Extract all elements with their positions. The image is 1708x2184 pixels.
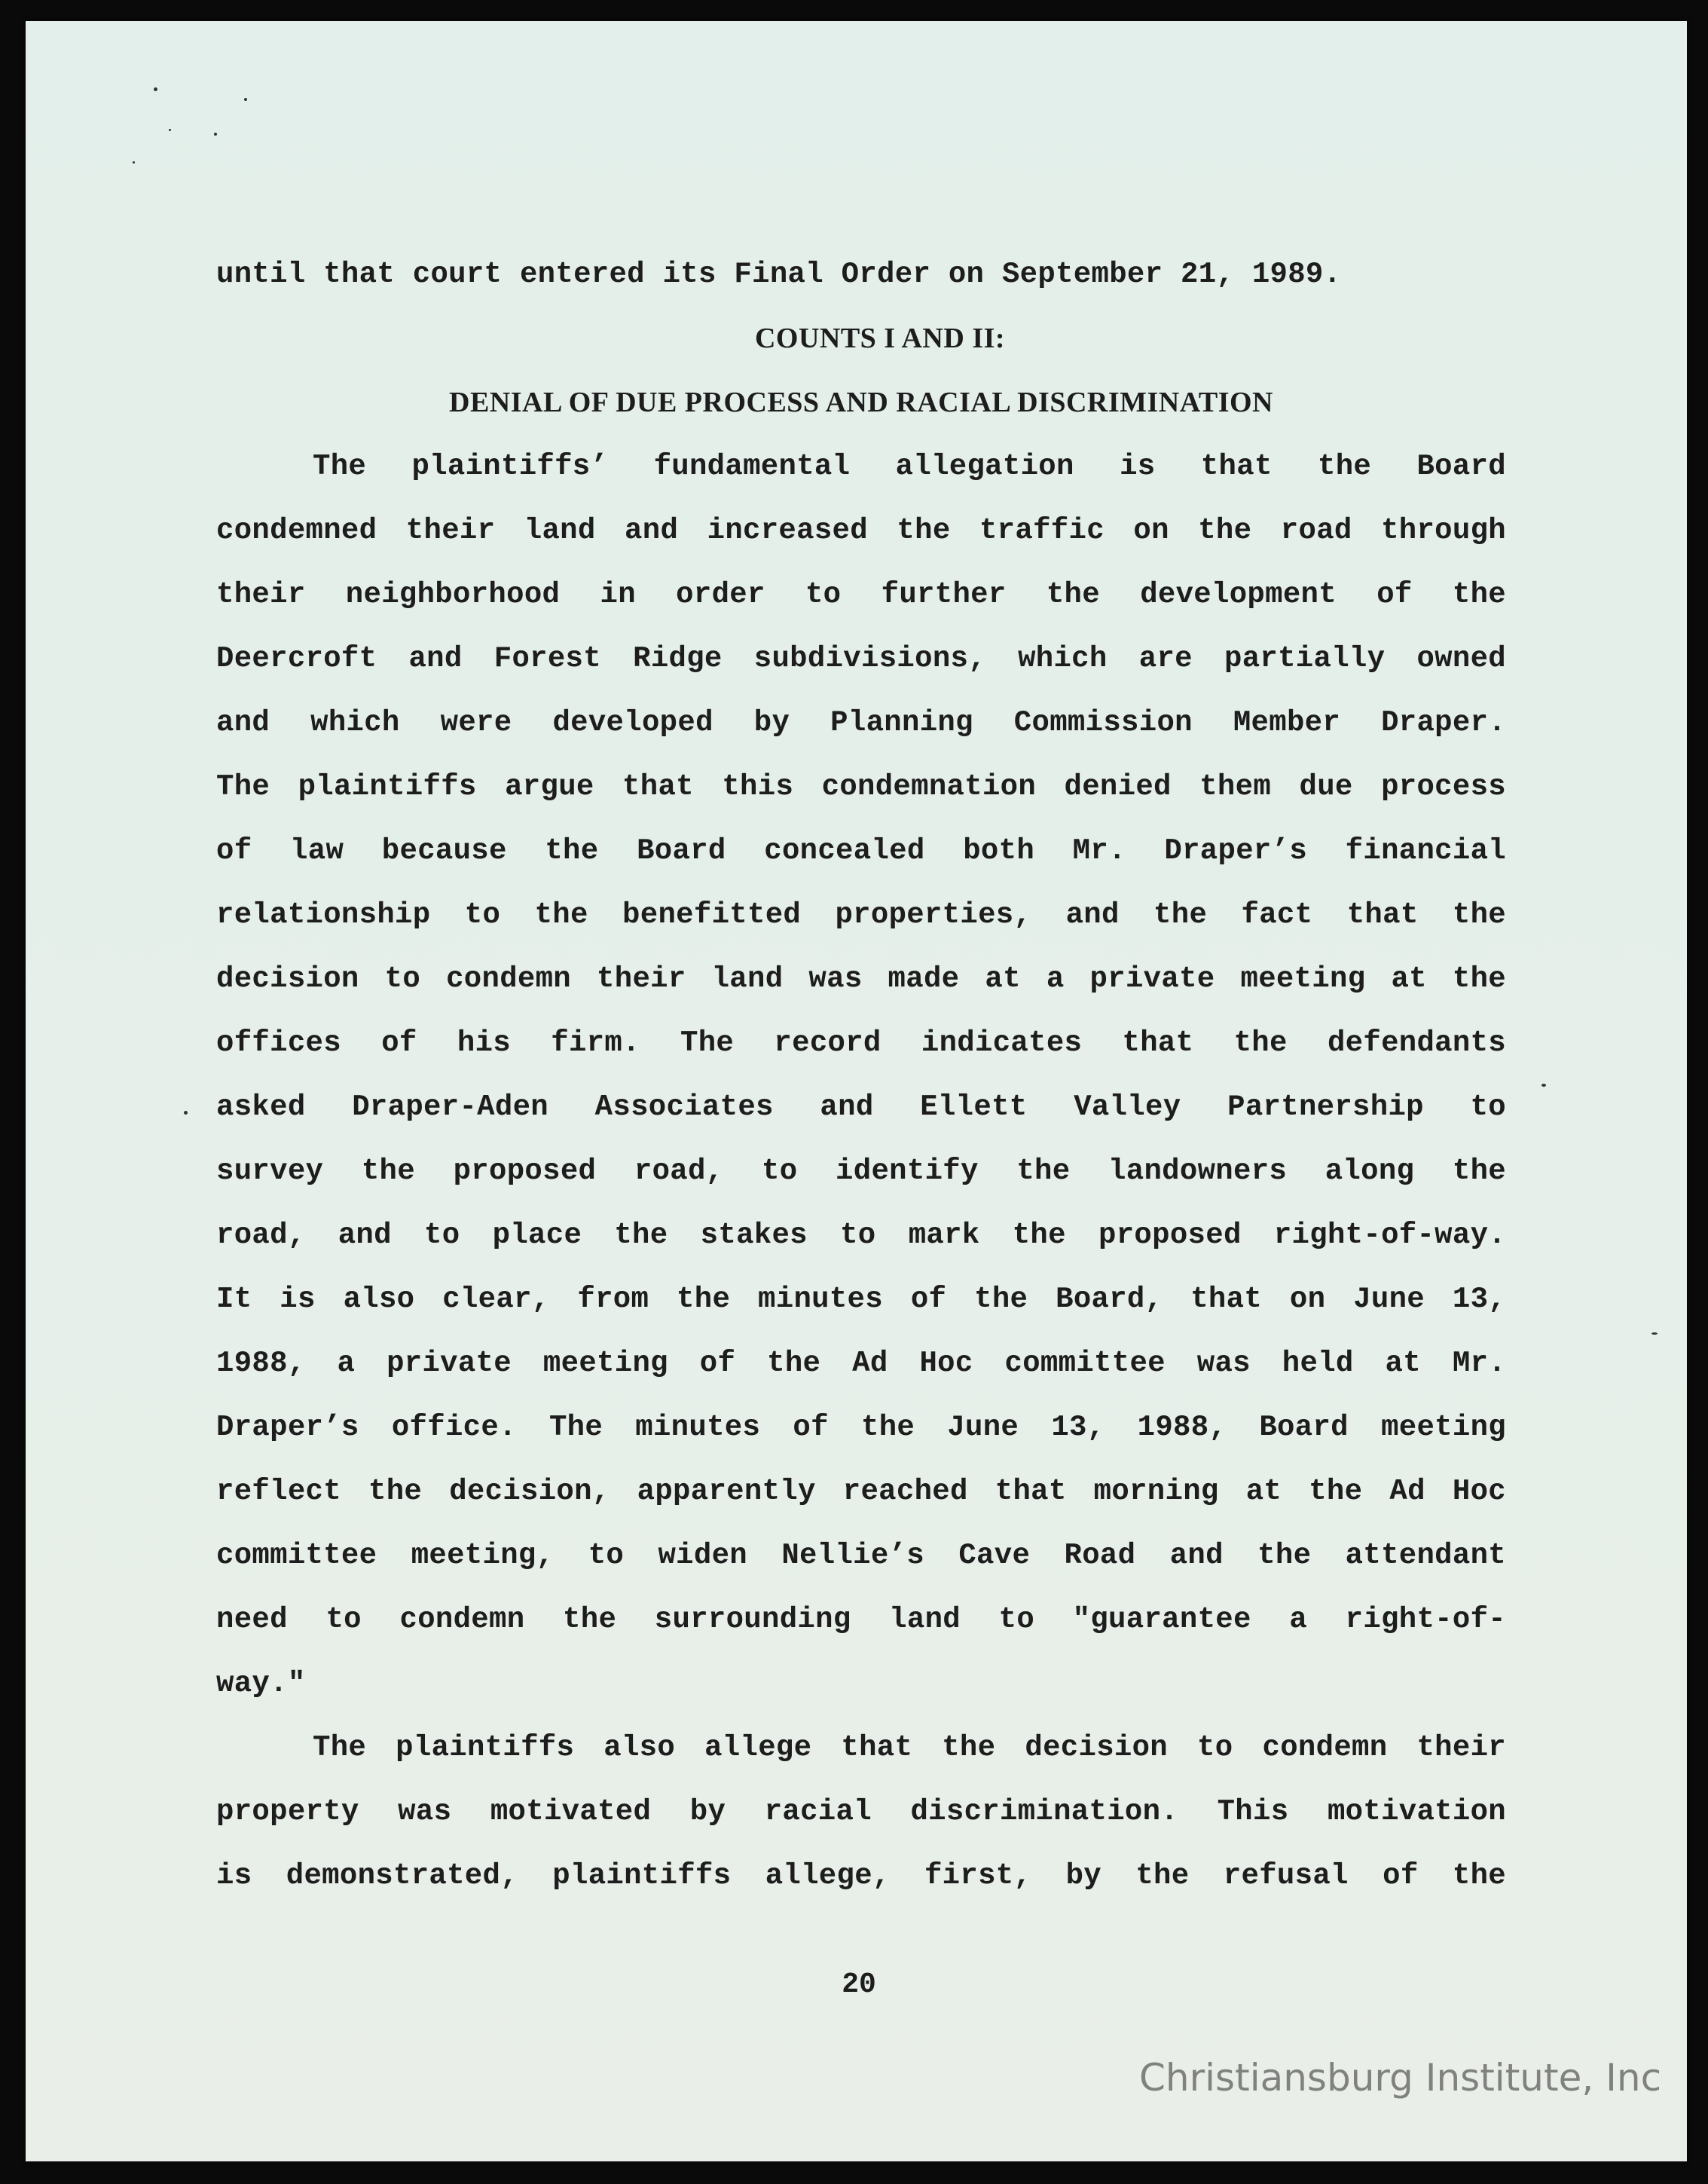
section-subheading: DENIAL OF DUE PROCESS AND RACIAL DISCRIMINATION (449, 387, 1273, 418)
text-line: need to condemn the surrounding land to "guarantee a right-of- (216, 1603, 1506, 1636)
text-line: survey the proposed road, to identify the landowners along the (216, 1155, 1506, 1188)
page-number: 20 (842, 1968, 876, 2001)
section-heading: COUNTS I AND II: (754, 323, 1006, 354)
paragraph-1 (216, 435, 1506, 1716)
text-line: offices of his firm. The record indicates that the defendants (216, 1026, 1506, 1060)
text-line: The plaintiffs argue that this condemnation denied them due process (216, 770, 1506, 803)
text-line: The plaintiffs’ fundamental allegation is that the Board (313, 450, 1506, 483)
text-line: relationship to the benefitted properties, and the fact that the (216, 898, 1506, 931)
text-line: and which were developed by Planning Commission Member Draper. (216, 706, 1506, 739)
text-line: 1988, a private meeting of the Ad Hoc committee was held at Mr. (216, 1347, 1506, 1380)
speck (214, 133, 217, 136)
speck (154, 87, 157, 91)
text-line: their neighborhood in order to further the development of the (216, 578, 1506, 611)
speck (133, 161, 135, 164)
speck (244, 98, 247, 101)
speck (1651, 1332, 1658, 1335)
text-line: decision to condemn their land was made at a private meeting at the (216, 962, 1506, 996)
text-line: Draper’s office. The minutes of the June 13, 1988, Board meeting (216, 1411, 1506, 1444)
speck (169, 129, 171, 131)
speck (1541, 1084, 1546, 1087)
text-line: way." (216, 1667, 306, 1700)
text-line: condemned their land and increased the traffic on the road through (216, 514, 1506, 547)
text-line: of law because the Board concealed both Mr. Draper’s financial (216, 834, 1506, 867)
text-line: The plaintiffs also allege that the decision to condemn their (313, 1731, 1506, 1764)
text-line: reflect the decision, apparently reached that morning at the Ad Hoc (216, 1475, 1506, 1508)
text-line: asked Draper-Aden Associates and Ellett Valley Partnership to (216, 1090, 1506, 1124)
text-line: until that court entered its Final Order on September 21, 1989. (216, 258, 1342, 291)
text-line: is demonstrated, plaintiffs allege, first, by the refusal of the (216, 1859, 1506, 1892)
text-line: It is also clear, from the minutes of the Board, that on June 13, (216, 1283, 1506, 1316)
speck (184, 1111, 188, 1115)
watermark: Christiansburg Institute, Inc (1139, 2056, 1662, 2100)
text-line: road, and to place the stakes to mark the proposed right-of-way. (216, 1219, 1506, 1252)
document-body (216, 243, 1506, 1908)
text-line: property was motivated by racial discrimination. This motivation (216, 1795, 1506, 1828)
text-line: committee meeting, to widen Nellie’s Cave Road and the attendant (216, 1539, 1506, 1572)
text-line: Deercroft and Forest Ridge subdivisions, which are partially owned (216, 642, 1506, 675)
paragraph-2 (216, 1716, 1506, 1908)
